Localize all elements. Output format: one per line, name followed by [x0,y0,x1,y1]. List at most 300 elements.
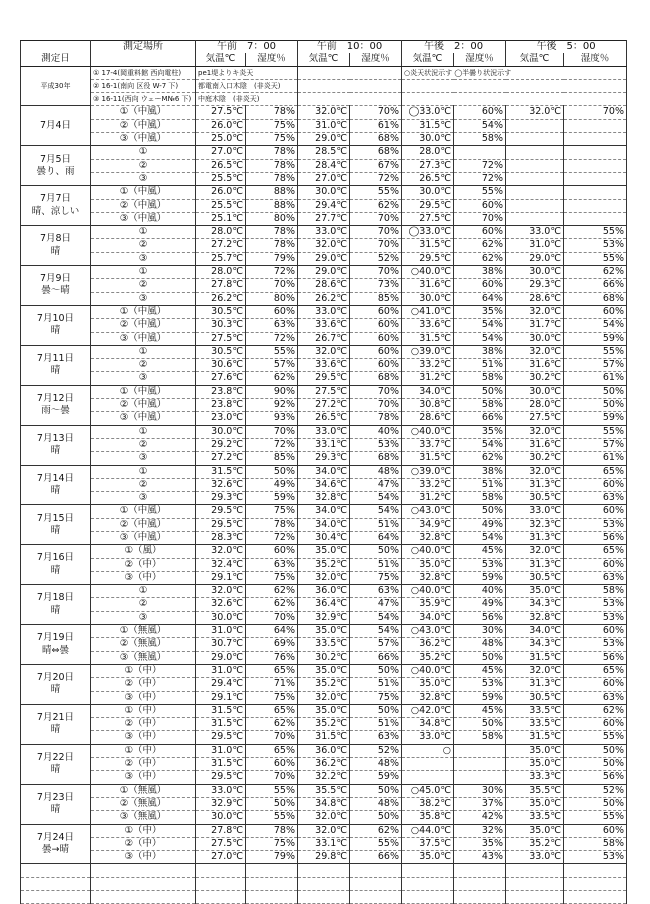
humidity-cell: 72% [350,172,402,185]
humidity-cell: 60% [454,226,506,239]
temperature-cell: 35.8℃ [402,811,454,824]
note-row [21,66,627,79]
temperature-cell: 25.5℃ [196,172,246,185]
table-row [21,851,627,864]
temperature-cell: 32.2℃ [298,771,350,784]
temperature-cell: 32.0℃ [506,305,564,318]
humidity-cell: 53% [564,638,627,651]
note-blank [298,79,402,92]
humidity-cell: 51% [350,558,402,571]
temperature-cell: 32.3℃ [506,518,564,531]
humidity-cell: 60% [564,505,627,518]
temperature-cell: 29.5℃ [196,518,246,531]
temperature-cell: 28.0℃ [402,146,454,159]
temperature-cell: 27.8℃ [196,824,246,837]
table-row [21,452,627,465]
temperature-cell: ◯33.0℃ [402,106,454,119]
table-row [21,478,627,491]
table-row [21,611,627,624]
location-cell: ③（中風） [91,531,196,544]
humidity-cell: 47% [350,598,402,611]
humidity-cell: 65% [246,744,298,757]
temperature-cell: 31.5℃ [196,758,246,771]
temperature-cell: 36.2℃ [298,758,350,771]
location-cell: ①（中） [91,824,196,837]
humidity-cell: 55% [564,345,627,358]
humidity-cell: 63% [564,571,627,584]
humidity-cell: 66% [454,412,506,425]
table-row [21,585,627,598]
humidity-cell: 64% [246,625,298,638]
humidity-cell: 50% [454,651,506,664]
temperature-cell: 32.0℃ [506,345,564,358]
temperature-cell: 27.3℃ [402,159,454,172]
table-row [21,505,627,518]
humidity-cell: 55% [564,811,627,824]
humidity-cell: 72% [454,159,506,172]
blank-cell [246,877,298,890]
weather-label: 曇～晴 [41,285,70,297]
humidity-cell: 50% [454,505,506,518]
humidity-cell: 70% [454,212,506,225]
temperature-cell: 30.0℃ [402,133,454,146]
weather-label: 晴、涼しい [31,205,80,217]
location-cell: ①（中風） [91,106,196,119]
humidity-cell: 60% [246,305,298,318]
humidity-cell: 50% [350,811,402,824]
note-place: ① 17-4(岡重料館 西向電柱) [91,66,196,79]
temperature-cell: 29.8℃ [298,851,350,864]
table-row [21,691,627,704]
humidity-cell: 59% [246,492,298,505]
blank-cell [564,891,627,904]
humidity-cell: 62% [246,598,298,611]
date-cell [21,585,91,625]
humidity-cell: 55% [564,252,627,265]
humidity-cell: 62% [454,452,506,465]
location-cell: ①（中風） [91,385,196,398]
humidity-cell: 53% [454,558,506,571]
humidity-cell: 32% [454,824,506,837]
blank-cell [350,877,402,890]
blank-cell [454,877,506,890]
humidity-cell: 58% [564,837,627,850]
temperature-cell: 30.5℃ [506,691,564,704]
weather-label: 晴 [50,804,61,816]
temperature-cell: 27.5℃ [402,212,454,225]
temperature-cell: 32.0℃ [506,465,564,478]
temperature-cell: 29.3℃ [506,279,564,292]
table-row [21,797,627,810]
table-row [21,199,627,212]
humidity-cell: 68% [350,372,402,385]
humidity-cell: 73% [350,279,402,292]
temperature-cell: ○40.0℃ [402,664,454,677]
humidity-cell: 62% [564,704,627,717]
humidity-cell: 54% [454,332,506,345]
temperature-cell: 30.8℃ [402,399,454,412]
date-label: 7月13日 [36,432,75,444]
blank-cell [506,891,564,904]
temperature-cell: ○39.0℃ [402,345,454,358]
temperature-cell: 31.3℃ [506,558,564,571]
table-row [21,159,627,172]
humidity-cell: 51% [350,518,402,531]
temperature-cell: 27.5℃ [298,385,350,398]
table-row [21,226,627,239]
blank-cell [564,864,627,877]
table-row [21,771,627,784]
humidity-cell: 68% [564,292,627,305]
humidity-cell: 54% [454,438,506,451]
temperature-cell: 34.0℃ [402,385,454,398]
humidity-cell: 88% [246,199,298,212]
location-cell: ① [91,425,196,438]
humidity-cell: 52% [564,784,627,797]
humidity-cell: 52% [350,252,402,265]
blank-cell [506,877,564,890]
humidity-cell: 57% [564,359,627,372]
note-place: ③ 16-11(西向 ウェーM№6 下) [91,93,196,106]
temperature-cell: 29.4℃ [298,199,350,212]
humidity-cell: 60% [454,199,506,212]
weather-label: 晴 [50,764,61,776]
header-time: 午後 2：00 [402,41,506,54]
temperature-cell: 33.0℃ [402,731,454,744]
temperature-cell [506,133,564,146]
date-cell [21,664,91,704]
humidity-cell: 70% [564,106,627,119]
temperature-cell: 28.6℃ [298,279,350,292]
humidity-cell: 57% [350,638,402,651]
humidity-cell: 70% [350,266,402,279]
location-cell: ①（中風） [91,186,196,199]
date-cell [21,744,91,784]
table-row [21,146,627,159]
humidity-cell [564,199,627,212]
humidity-cell: 68% [350,133,402,146]
note-blank [298,66,402,79]
temperature-cell: 33.5℃ [506,704,564,717]
humidity-cell: 88% [246,186,298,199]
temperature-cell: 28.4℃ [298,159,350,172]
humidity-cell: 78% [246,824,298,837]
humidity-cell: 72% [246,531,298,544]
humidity-cell: 48% [454,638,506,651]
table-row [21,292,627,305]
humidity-cell: 70% [246,731,298,744]
temperature-cell: 23.8℃ [196,385,246,398]
date-cell [21,226,91,266]
humidity-cell: 93% [246,412,298,425]
temperature-cell: 31.6℃ [506,438,564,451]
humidity-cell: 54% [350,492,402,505]
temperature-cell: 30.2℃ [298,651,350,664]
date-label: 7月9日 [39,273,72,285]
header-temp: 気温℃ [298,53,350,66]
humidity-cell: 55% [246,345,298,358]
humidity-cell: 78% [246,239,298,252]
temperature-cell: 31.0℃ [196,625,246,638]
date-label: 7月7日 [39,193,72,205]
temperature-cell: 23.0℃ [196,412,246,425]
location-cell: ②（中風） [91,199,196,212]
temperature-cell: 32.4℃ [196,558,246,571]
blank-cell [298,864,350,877]
temperature-cell: 33.6℃ [298,359,350,372]
header-row-times [21,41,627,54]
temperature-cell: ○ [402,744,454,757]
humidity-cell: 40% [454,585,506,598]
blank-cell [196,864,246,877]
humidity-cell [564,119,627,132]
humidity-cell: 60% [564,718,627,731]
location-cell: ③（中） [91,571,196,584]
temperature-cell: 38.2℃ [402,797,454,810]
location-cell: ①（風） [91,545,196,558]
temperature-cell: 31.5℃ [506,651,564,664]
humidity-cell: 62% [246,372,298,385]
humidity-cell: 59% [564,412,627,425]
temperature-cell: 29.0℃ [298,266,350,279]
blank-cell [506,864,564,877]
humidity-cell: 75% [350,691,402,704]
blank-cell [454,891,506,904]
blank-cell [21,864,91,877]
header-temp: 気温℃ [196,53,246,66]
date-cell [21,345,91,385]
humidity-cell: 60% [564,305,627,318]
humidity-cell: 56% [564,771,627,784]
temperature-cell: 27.5℃ [196,106,246,119]
blank-cell [402,891,454,904]
temperature-cell: 35.0℃ [402,678,454,691]
humidity-cell: 75% [246,571,298,584]
temperature-cell [506,199,564,212]
humidity-cell: 55% [564,226,627,239]
table-row [21,625,627,638]
temperature-cell: 33.6℃ [402,319,454,332]
blank-cell [21,891,91,904]
temperature-cell: 36.4℃ [298,598,350,611]
humidity-cell: 60% [564,558,627,571]
table-row [21,718,627,731]
humidity-cell: 70% [350,385,402,398]
humidity-cell: 79% [246,851,298,864]
date-label: 7月22日 [36,751,75,763]
humidity-cell: 60% [350,345,402,358]
humidity-cell: 85% [246,452,298,465]
header-hum: 湿度％ [350,53,402,66]
temperature-cell: ○39.0℃ [402,465,454,478]
location-cell: ③ [91,452,196,465]
temperature-cell: 33.0℃ [298,425,350,438]
temperature-cell: 31.3℃ [506,478,564,491]
temperature-cell: 31.5℃ [196,704,246,717]
temperature-cell [402,758,454,771]
table-row [21,598,627,611]
temperature-cell: ○40.0℃ [402,545,454,558]
humidity-cell: 67% [350,159,402,172]
humidity-cell: 54% [350,505,402,518]
table-row [21,518,627,531]
table-row [21,345,627,358]
humidity-cell: 72% [246,332,298,345]
humidity-cell: 63% [564,492,627,505]
humidity-cell: 55% [246,784,298,797]
temperature-cell: 32.0℃ [196,585,246,598]
temperature-cell: 35.0℃ [506,744,564,757]
humidity-cell: 79% [246,252,298,265]
temperature-cell: 32.0℃ [298,571,350,584]
humidity-cell: 70% [350,239,402,252]
humidity-cell: 78% [246,172,298,185]
temperature-cell: 37.5℃ [402,837,454,850]
humidity-cell: 75% [246,119,298,132]
table-row [21,571,627,584]
humidity-cell: 45% [454,704,506,717]
temperature-cell: 32.9℃ [196,797,246,810]
header-blank [91,53,196,66]
temperature-cell: 33.5℃ [506,718,564,731]
humidity-cell: 62% [454,252,506,265]
humidity-cell: 70% [246,771,298,784]
humidity-cell: 65% [564,465,627,478]
humidity-cell: 78% [246,226,298,239]
humidity-cell: 78% [246,146,298,159]
blank-cell [21,877,91,890]
temperature-cell: 23.8℃ [196,399,246,412]
location-cell: ③（中） [91,731,196,744]
table-row [21,558,627,571]
humidity-cell [564,186,627,199]
temperature-cell: 35.2℃ [298,718,350,731]
temperature-cell: 29.5℃ [298,372,350,385]
humidity-cell: 70% [350,226,402,239]
temperature-cell: 32.0℃ [506,545,564,558]
humidity-cell: 62% [564,266,627,279]
humidity-cell: 61% [564,372,627,385]
table-row [21,438,627,451]
humidity-cell: 75% [246,691,298,704]
humidity-cell: 75% [350,571,402,584]
humidity-cell: 75% [246,837,298,850]
temperature-cell: 29.4℃ [196,678,246,691]
temperature-cell: 29.5℃ [402,199,454,212]
date-label: 7月4日 [39,119,72,131]
temperature-cell: 27.7℃ [298,212,350,225]
humidity-cell: 58% [454,399,506,412]
temperature-cell: 35.2℃ [402,651,454,664]
location-cell: ③（中） [91,691,196,704]
humidity-cell: 70% [246,279,298,292]
humidity-cell: 60% [246,758,298,771]
date-label: 7月8日 [39,233,72,245]
humidity-cell: 58% [454,372,506,385]
temperature-cell: 32.8℃ [506,611,564,624]
temperature-cell: 32.0℃ [298,106,350,119]
table-row [21,731,627,744]
location-cell: ② [91,159,196,172]
temperature-cell: 27.0℃ [196,851,246,864]
table-row [21,279,627,292]
temperature-cell [402,771,454,784]
temperature-cell: 32.6℃ [196,598,246,611]
header-row-units [21,53,627,66]
humidity-cell: 60% [564,678,627,691]
humidity-cell: 90% [246,385,298,398]
table-row [21,465,627,478]
location-cell: ② [91,279,196,292]
date-cell [21,106,91,146]
table-row [21,545,627,558]
temperature-cell: 31.2℃ [402,372,454,385]
humidity-cell: 71% [246,678,298,691]
location-cell: ③（中） [91,771,196,784]
humidity-cell: 56% [564,531,627,544]
weather-label: 晴 [50,524,61,536]
temperature-cell: 25.7℃ [196,252,246,265]
temperature-cell: 35.0℃ [506,758,564,771]
note-blank [402,93,627,106]
temperature-cell: 31.0℃ [196,744,246,757]
blank-cell [454,864,506,877]
blank-cell [350,864,402,877]
temperature-cell: 32.9℃ [298,611,350,624]
location-cell: ②（無風） [91,797,196,810]
temperature-cell: 26.0℃ [196,119,246,132]
humidity-cell: 62% [246,585,298,598]
temperature-cell: 32.0℃ [298,824,350,837]
temperature-cell: 32.6℃ [196,478,246,491]
humidity-cell: 48% [350,758,402,771]
date-label: 7月11日 [36,352,75,364]
humidity-cell: 70% [350,399,402,412]
temperature-cell: 32.0℃ [196,545,246,558]
temperature-cell: 31.0℃ [196,664,246,677]
temperature-cell: 30.2℃ [506,452,564,465]
header-place: 測定場所 [91,41,196,54]
humidity-cell: 66% [350,651,402,664]
location-cell: ② [91,239,196,252]
humidity-cell: 78% [246,106,298,119]
temperature-cell: 31.3℃ [506,678,564,691]
temperature-cell: 31.6℃ [506,359,564,372]
header-temp: 気温℃ [402,53,454,66]
temperature-cell: 33.0℃ [298,226,350,239]
temperature-cell: 31.2℃ [402,492,454,505]
humidity-cell: 47% [350,478,402,491]
humidity-cell: 40% [350,425,402,438]
humidity-cell: 49% [454,518,506,531]
location-cell: ① [91,226,196,239]
note-remark: pe1堤よりキ炎天 [196,66,298,79]
humidity-cell [564,146,627,159]
weather-label: 晴 [50,604,61,616]
table-row [21,784,627,797]
date-label: 7月10日 [36,313,75,325]
temperature-cell: 34.0℃ [298,518,350,531]
humidity-cell: 53% [564,598,627,611]
humidity-cell: 50% [564,797,627,810]
temperature-cell: 30.0℃ [506,385,564,398]
temperature-cell: 33.0℃ [196,784,246,797]
humidity-cell: 50% [454,385,506,398]
location-cell: ③（中） [91,851,196,864]
location-cell: ③（中風） [91,133,196,146]
humidity-cell: 64% [454,292,506,305]
humidity-cell: 52% [350,744,402,757]
